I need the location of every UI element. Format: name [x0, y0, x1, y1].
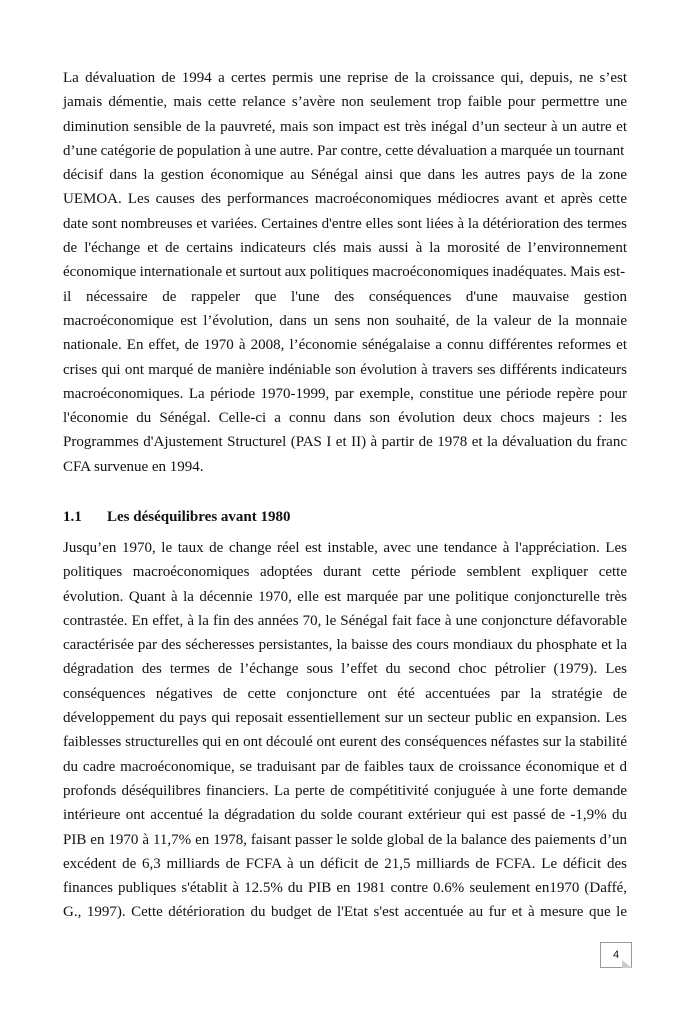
- section-title: Les déséquilibres avant 1980: [107, 509, 291, 525]
- paragraph-intro: [63, 66, 627, 479]
- text-line: décisif dans la gestion économique au Sénégal ainsi que dans les autres pays de la zone: [63, 167, 627, 184]
- text-line: politiques macroéconomiques adoptées durant cette période semblent expliquer cette: [63, 564, 627, 581]
- paragraph-section-1-1: [63, 536, 627, 925]
- text-line: profonds déséquilibres financiers. La perte de compétitivité conjuguée à une forte demande: [63, 782, 627, 799]
- text-line: PIB en 1970 à 11,7% en 1978, faisant passer le solde global de la balance des paiements d’un: [63, 831, 627, 848]
- text-line: macroéconomiques. La période 1970-1999, par exemple, constitue une période repère pour: [63, 385, 627, 402]
- text-line: contrastée. En effet, à la fin des années 70, le Sénégal fait face à une conjoncture défavorable: [63, 612, 627, 629]
- text-line: date sont nombreuses et variées. Certaines d'entre elles sont liées à la détérioration des termes: [63, 215, 627, 232]
- text-line: développement du pays qui reposait essentiellement sur un secteur public en expansion. Les: [63, 710, 627, 727]
- text-line: La dévaluation de 1994 a certes permis une reprise de la croissance qui, depuis, ne s’est: [63, 70, 627, 86]
- section-heading: [63, 505, 291, 529]
- text-line: évolution. Quant à la décennie 1970, elle est marquée par une politique conjoncturelle très: [63, 588, 627, 605]
- text-line: excédent de 6,3 milliards de FCFA à un déficit de 21,5 milliards de FCFA. Le déficit des: [63, 855, 627, 872]
- text-line: conséquences négatives de cette conjoncture ont été accentuées par la stratégie de: [63, 685, 627, 702]
- text-line: faiblesses structurelles qui en ont découlé ont eurent des conséquences néfastes sur la stabilité: [63, 734, 627, 751]
- text-line: il nécessaire de rappeler que l'une des conséquences d'une mauvaise gestion: [63, 288, 627, 305]
- text-line: d’une catégorie de population à une autre. Par contre, cette dévaluation a marquée un tournant: [63, 142, 625, 159]
- text-line: l'économie du Sénégal. Celle-ci a connu dans son évolution deux chocs majeurs : les: [63, 410, 627, 427]
- text-line: Jusqu’en 1970, le taux de change réel est instable, avec une tendance à l'appréciation. Les: [63, 540, 627, 556]
- text-line: CFA survenue en 1994.: [63, 458, 204, 475]
- text-line: diminution sensible de la pauvreté, mais son impact est très inégal d’un secteur à un autre et: [63, 118, 627, 135]
- text-line: Programmes d'Ajustement Structurel (PAS I et II) à partir de 1978 et la dévaluation du franc: [63, 434, 627, 451]
- text-line: du cadre macroéconomique, se traduisant par de faibles taux de croissance économique et d: [63, 758, 627, 775]
- text-line: UEMOA. Les causes des performances macroéconomiques médiocres avant et après cette: [63, 191, 627, 208]
- text-line: nationale. En effet, de 1970 à 2008, l’économie sénégalaise a connu différentes reformes et: [63, 337, 627, 354]
- page-curl-icon: [622, 960, 632, 968]
- page-number-box: [600, 942, 632, 968]
- page-number: 4: [612, 949, 620, 961]
- text-line: caractérisée par des sécheresses persistantes, la baisse des cours mondiaux du phosphate et la: [63, 637, 627, 654]
- text-line: économique internationale et surtout aux politiques macroéconomiques inadéquates. Mais est-: [63, 264, 626, 281]
- text-line: jamais démentie, mais cette relance s’avère non seulement trop faible pour permettre une: [63, 94, 627, 111]
- text-line: crises qui ont marqué de manière indéniable son évolution à travers ses différents indicateurs: [63, 361, 627, 378]
- text-line: de l'échange et de certains indicateurs clés mais aussi à la morosité de l’environnement: [63, 240, 627, 257]
- section-number: 1.1: [63, 509, 82, 525]
- text-line: macroéconomique est l’évolution, dans un sens non souhaité, de la valeur de la monnaie: [63, 312, 627, 329]
- text-line: G., 1997). Cette détérioration du budget de l'Etat s'est accentuée au fur et à mesure que le: [63, 904, 627, 921]
- text-line: intérieure ont accentué la dégradation du solde courant extérieur qui est passé de -1,9% du: [63, 807, 627, 824]
- text-line: finances publiques s'établit à 12.5% du PIB en 1981 contre 0.6% seulement en1970 (Daffé,: [63, 880, 627, 897]
- text-line: dégradation des termes de l’échange sous l’effet du second choc pétrolier (1979). Les: [63, 661, 627, 678]
